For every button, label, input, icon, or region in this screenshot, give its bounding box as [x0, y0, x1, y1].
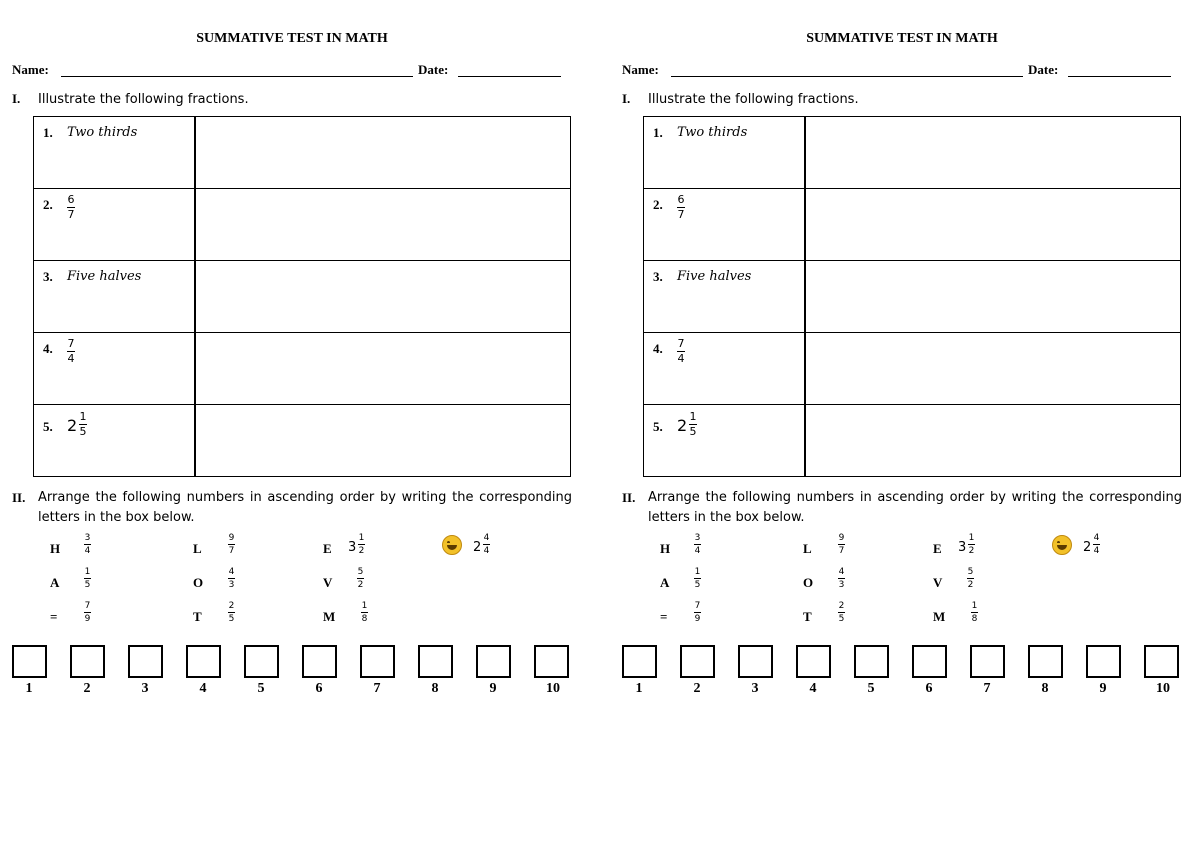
denominator: 9 — [694, 614, 701, 624]
question-3 — [644, 261, 804, 332]
numerator: 5 — [967, 567, 974, 577]
answer-box-2[interactable] — [70, 645, 105, 678]
part1-heading — [12, 91, 249, 107]
answer-cell-2[interactable] — [195, 189, 571, 261]
illustration-table — [33, 116, 571, 477]
answer-box-9[interactable] — [1086, 645, 1121, 678]
denominator: 2 — [357, 580, 364, 590]
item-fraction — [971, 601, 978, 624]
question-number: 2. — [43, 197, 53, 212]
answer-box-7[interactable] — [970, 645, 1005, 678]
name-date-row — [622, 62, 1182, 80]
numerator: 6 — [677, 193, 685, 206]
name-blank[interactable] — [61, 76, 413, 77]
box-label: 5 — [867, 681, 875, 696]
name-blank[interactable] — [671, 76, 1023, 77]
numerator: 5 — [357, 567, 364, 577]
denominator: 4 — [677, 352, 685, 365]
worksheet-right — [622, 0, 1182, 849]
answer-box-2[interactable] — [680, 645, 715, 678]
name-label: Name: — [622, 62, 659, 77]
question-text: Two thirds — [677, 125, 748, 140]
item-letter: O — [803, 575, 814, 590]
item-letter: = — [660, 609, 668, 624]
numerator: 7 — [84, 601, 91, 611]
numerator: 6 — [67, 193, 75, 206]
answer-box-4[interactable] — [796, 645, 831, 678]
denominator: 8 — [971, 614, 978, 624]
item-fraction — [968, 533, 975, 556]
part1-number: I. — [12, 91, 21, 106]
page-title: SUMMATIVE TEST IN MATH — [196, 31, 388, 46]
numerator: 1 — [971, 601, 978, 611]
denominator: 2 — [967, 580, 974, 590]
item-fraction — [84, 533, 91, 556]
box-label: 8 — [1041, 681, 1049, 696]
numerator: 3 — [84, 533, 91, 543]
box-label: 5 — [257, 681, 265, 696]
item-fraction — [228, 533, 235, 556]
whole-number: 2 — [473, 540, 482, 555]
illustration-table — [643, 116, 1181, 477]
item-letter: A — [50, 575, 60, 590]
box-label: 1 — [635, 681, 643, 696]
question-2 — [34, 189, 194, 260]
numerator: 1 — [358, 533, 365, 543]
denominator: 5 — [838, 614, 845, 624]
numerator: 7 — [677, 337, 685, 350]
denominator: 7 — [677, 208, 685, 221]
answer-box-1[interactable] — [622, 645, 657, 678]
answer-box-1[interactable] — [12, 645, 47, 678]
item-fraction — [838, 601, 845, 624]
box-label: 4 — [199, 681, 207, 696]
fraction — [79, 411, 87, 438]
answer-cell-3[interactable] — [805, 261, 1181, 333]
answer-cell-2[interactable] — [805, 189, 1181, 261]
denominator: 7 — [67, 208, 75, 221]
numerator: 4 — [228, 567, 235, 577]
numerator: 3 — [694, 533, 701, 543]
whole-number: 3 — [958, 540, 967, 555]
box-label: 2 — [83, 681, 91, 696]
worksheet-left — [12, 0, 572, 849]
fraction — [67, 194, 75, 221]
answer-box-5[interactable] — [854, 645, 889, 678]
item-fraction — [84, 567, 91, 590]
item-fraction — [361, 601, 368, 624]
part1-instruction: Illustrate the following fractions. — [38, 92, 249, 107]
question-4 — [34, 333, 194, 404]
question-number: 4. — [43, 341, 53, 356]
numerator: 1 — [79, 410, 87, 423]
numerator: 1 — [694, 567, 701, 577]
question-number: 1. — [43, 125, 53, 140]
item-letter: M — [323, 609, 336, 624]
question-1 — [644, 117, 804, 188]
numerator: 4 — [1093, 533, 1100, 543]
denominator: 9 — [84, 614, 91, 624]
answer-cell-4[interactable] — [805, 333, 1181, 405]
answer-box-6[interactable] — [302, 645, 337, 678]
box-label: 6 — [315, 681, 323, 696]
item-fraction — [483, 533, 490, 556]
answer-box-9[interactable] — [476, 645, 511, 678]
item-letter: M — [933, 609, 946, 624]
denominator: 4 — [84, 546, 91, 556]
denominator: 4 — [67, 352, 75, 365]
numerator: 1 — [968, 533, 975, 543]
item-letter: E — [323, 541, 332, 556]
answer-box-4[interactable] — [186, 645, 221, 678]
question-number: 3. — [43, 269, 53, 284]
answer-cell-3[interactable] — [195, 261, 571, 333]
question-text: Five halves — [677, 269, 752, 284]
box-label: 2 — [693, 681, 701, 696]
denominator: 3 — [228, 580, 235, 590]
denominator: 2 — [968, 546, 975, 556]
numerator: 9 — [228, 533, 235, 543]
box-label: 7 — [983, 681, 991, 696]
answer-box-8[interactable] — [418, 645, 453, 678]
box-label: 6 — [925, 681, 933, 696]
answer-box-3[interactable] — [128, 645, 163, 678]
item-letter: V — [933, 575, 943, 590]
item-letter: T — [803, 609, 812, 624]
fraction — [677, 194, 685, 221]
item-fraction — [694, 533, 701, 556]
box-label: 1 — [25, 681, 33, 696]
part2-heading — [12, 488, 572, 528]
numerator: 7 — [694, 601, 701, 611]
question-5 — [34, 405, 194, 476]
box-label: 10 — [1156, 681, 1170, 696]
answer-box-8[interactable] — [1028, 645, 1063, 678]
item-fraction — [358, 533, 365, 556]
box-label: 7 — [373, 681, 381, 696]
date-blank[interactable] — [458, 76, 561, 77]
item-fraction — [838, 567, 845, 590]
whole-number: 2 — [67, 416, 78, 435]
denominator: 2 — [358, 546, 365, 556]
box-label: 8 — [431, 681, 439, 696]
part1-number: I. — [622, 91, 631, 106]
denominator: 8 — [361, 614, 368, 624]
question-5 — [644, 405, 804, 476]
whole-number: 2 — [1083, 540, 1092, 555]
item-fraction — [694, 601, 701, 624]
question-4 — [644, 333, 804, 404]
denominator: 3 — [838, 580, 845, 590]
item-fraction — [694, 567, 701, 590]
whole-number: 3 — [348, 540, 357, 555]
date-label: Date: — [1028, 62, 1059, 77]
answer-cell-4[interactable] — [195, 333, 571, 405]
fraction — [689, 411, 697, 438]
question-2 — [644, 189, 804, 260]
answer-box-3[interactable] — [738, 645, 773, 678]
denominator: 4 — [483, 546, 490, 556]
numerator: 7 — [67, 337, 75, 350]
part2-instruction: Arrange the following numbers in ascending order by writing the corresponding letters in the box below. — [38, 490, 572, 525]
fraction — [677, 338, 685, 365]
numerator: 2 — [228, 601, 235, 611]
date-label: Date: — [418, 62, 449, 77]
item-fraction — [838, 533, 845, 556]
numerator: 4 — [483, 533, 490, 543]
denominator: 7 — [228, 546, 235, 556]
item-letter: O — [193, 575, 204, 590]
answer-cell-1[interactable] — [195, 117, 571, 189]
item-letter: T — [193, 609, 202, 624]
question-text: Five halves — [67, 269, 142, 284]
numerator: 1 — [689, 410, 697, 423]
question-3 — [34, 261, 194, 332]
item-letter: V — [323, 575, 333, 590]
denominator: 5 — [79, 425, 87, 438]
box-label: 3 — [751, 681, 759, 696]
answer-box-5[interactable] — [244, 645, 279, 678]
box-label: 9 — [489, 681, 497, 696]
answer-cell-5[interactable] — [195, 405, 571, 477]
question-number: 5. — [653, 419, 663, 434]
item-letter: H — [50, 541, 61, 556]
part2-instruction: Arrange the following numbers in ascending order by writing the corresponding letters in the box below. — [648, 490, 1182, 525]
numerator: 2 — [838, 601, 845, 611]
item-letter: H — [660, 541, 671, 556]
numerator: 4 — [838, 567, 845, 577]
answer-box-7[interactable] — [360, 645, 395, 678]
item-letter: L — [193, 541, 202, 556]
answer-boxes — [12, 645, 572, 705]
question-number: 1. — [653, 125, 663, 140]
question-number: 4. — [653, 341, 663, 356]
smiley-icon — [1052, 535, 1072, 555]
item-letter: E — [933, 541, 942, 556]
date-blank[interactable] — [1068, 76, 1171, 77]
smiley-icon — [442, 535, 462, 555]
item-fraction — [967, 567, 974, 590]
denominator: 4 — [1093, 546, 1100, 556]
part1-instruction: Illustrate the following fractions. — [648, 92, 859, 107]
item-fraction — [228, 601, 235, 624]
part2-heading — [622, 488, 1182, 528]
whole-number: 2 — [677, 416, 688, 435]
item-letter: A — [660, 575, 670, 590]
box-label: 9 — [1099, 681, 1107, 696]
part1-heading — [622, 91, 859, 107]
denominator: 5 — [694, 580, 701, 590]
numerator: 9 — [838, 533, 845, 543]
box-label: 3 — [141, 681, 149, 696]
item-fraction — [1093, 533, 1100, 556]
answer-box-6[interactable] — [912, 645, 947, 678]
question-1 — [34, 117, 194, 188]
denominator: 4 — [694, 546, 701, 556]
question-number: 5. — [43, 419, 53, 434]
answer-box-10[interactable] — [534, 645, 569, 678]
name-label: Name: — [12, 62, 49, 77]
question-number: 2. — [653, 197, 663, 212]
fraction — [67, 338, 75, 365]
box-label: 10 — [546, 681, 560, 696]
answer-box-10[interactable] — [1144, 645, 1179, 678]
numerator: 1 — [361, 601, 368, 611]
item-fraction — [84, 601, 91, 624]
question-number: 3. — [653, 269, 663, 284]
answer-boxes — [622, 645, 1182, 705]
denominator: 5 — [84, 580, 91, 590]
answer-cell-1[interactable] — [805, 117, 1181, 189]
name-date-row — [12, 62, 572, 80]
numerator: 1 — [84, 567, 91, 577]
denominator: 5 — [689, 425, 697, 438]
part2-number: II. — [12, 490, 26, 505]
answer-cell-5[interactable] — [805, 405, 1181, 477]
page-title: SUMMATIVE TEST IN MATH — [806, 31, 998, 46]
denominator: 7 — [838, 546, 845, 556]
item-letter: = — [50, 609, 58, 624]
item-fraction — [357, 567, 364, 590]
part2-number: II. — [622, 490, 636, 505]
denominator: 5 — [228, 614, 235, 624]
question-text: Two thirds — [67, 125, 138, 140]
box-label: 4 — [809, 681, 817, 696]
item-letter: L — [803, 541, 812, 556]
item-fraction — [228, 567, 235, 590]
